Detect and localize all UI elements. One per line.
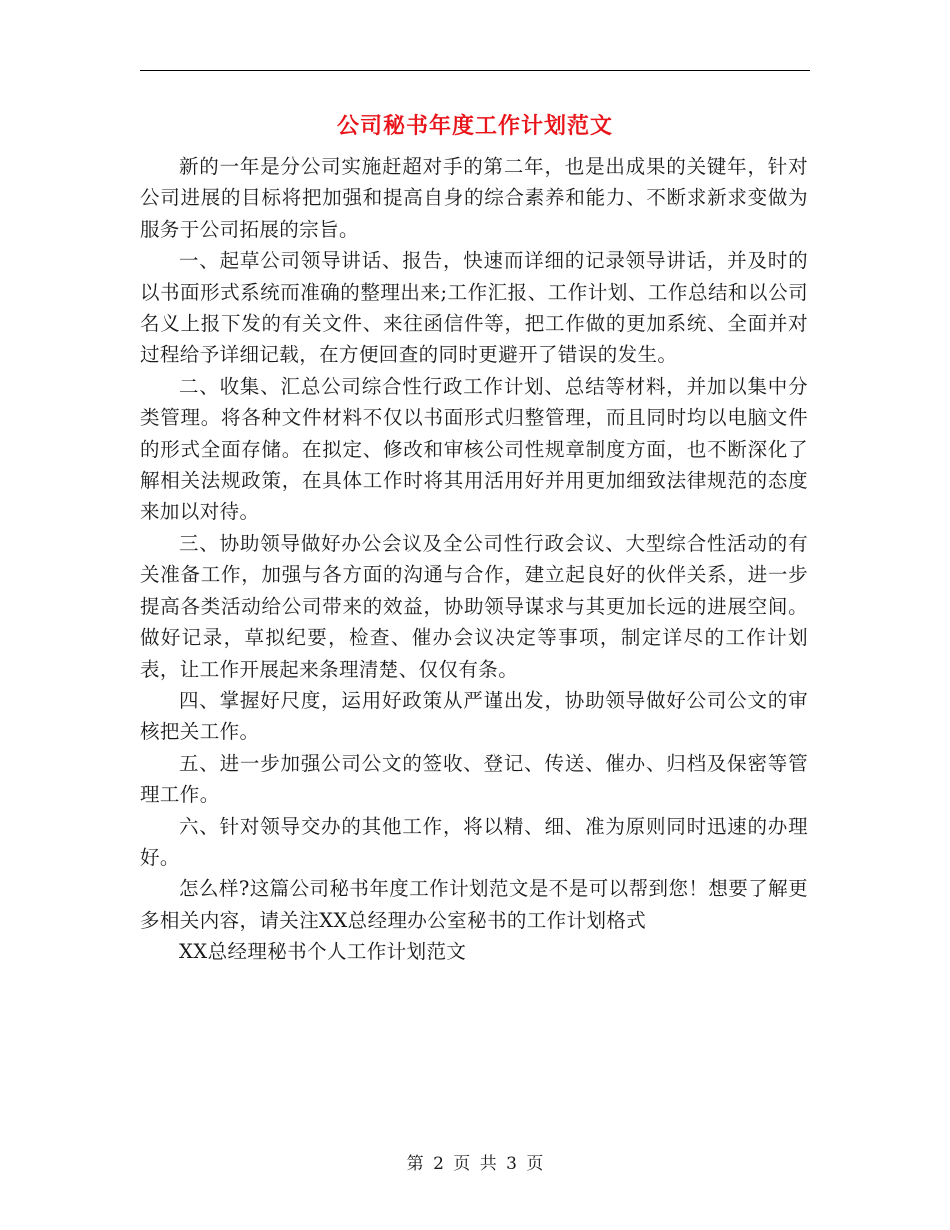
paragraph-item-2: 二、收集、汇总公司综合性行政工作计划、总结等材料，并加以集中分类管理。将各种文件材料不仅以书面形式归整管理，而且同时均以电脑文件的形式全面存储。在拟定、修改和审核公司性规章制度方面，也不断深化了解相关法规政策，在具体工作时将其用活用好并用更加细致法律规范的态度来加以对待。 (140, 374, 808, 524)
paragraph-item-5: 五、进一步加强公司公文的签收、登记、传送、催办、归档及保密等管理工作。 (140, 751, 808, 807)
paragraph-item-3: 三、协助领导做好办公会议及全公司性行政会议、大型综合性活动的有关准备工作，加强与各方面的沟通与合作，建立起良好的伙伴关系，进一步提高各类活动给公司带来的效益，协助领导谋求与其更加长远的进展空间。做好记录，草拟纪要，检查、催办会议决定等事项，制定详尽的工作计划表，让工作开展起来条理清楚、仅仅有条。 (140, 531, 808, 681)
document-body (140, 151, 808, 968)
header-rule (140, 70, 810, 71)
document-title: 公司秘书年度工作计划范文 (336, 113, 613, 139)
paragraph-item-6: 六、针对领导交办的其他工作，将以精、细、准为原则同时迅速的办理好。 (140, 814, 808, 869)
paragraph-related: 怎么样?这篇公司秘书年度工作计划范文是不是可以帮到您！想要了解更多相关内容，请关注XX总经理办公室秘书的工作计划格式 (140, 877, 808, 932)
paragraph-item-1: 一、起草公司领导讲话、报告，快速而详细的记录领导讲话，并及时的以书面形式系统而准确的整理出来;工作汇报、工作计划、工作总结和以公司名义上报下发的有关文件、来往函信件等，把工作做的更加系统、全面并对过程给予详细记载，在方便回查的同时更避开了错误的发生。 (140, 249, 808, 367)
paragraph-related-link: XX总经理秘书个人工作计划范文 (179, 940, 467, 964)
paragraph-intro: 新的一年是分公司实施赶超对手的第二年，也是出成果的关键年，针对公司进展的目标将把加强和提高自身的综合素养和能力、不断求新求变做为服务于公司拓展的宗旨。 (140, 155, 808, 241)
page-footer: 第 2 页 共 3 页 (406, 1154, 544, 1174)
paragraph-item-4: 四、掌握好尺度，运用好政策从严谨出发，协助领导做好公司公文的审核把关工作。 (140, 688, 808, 744)
